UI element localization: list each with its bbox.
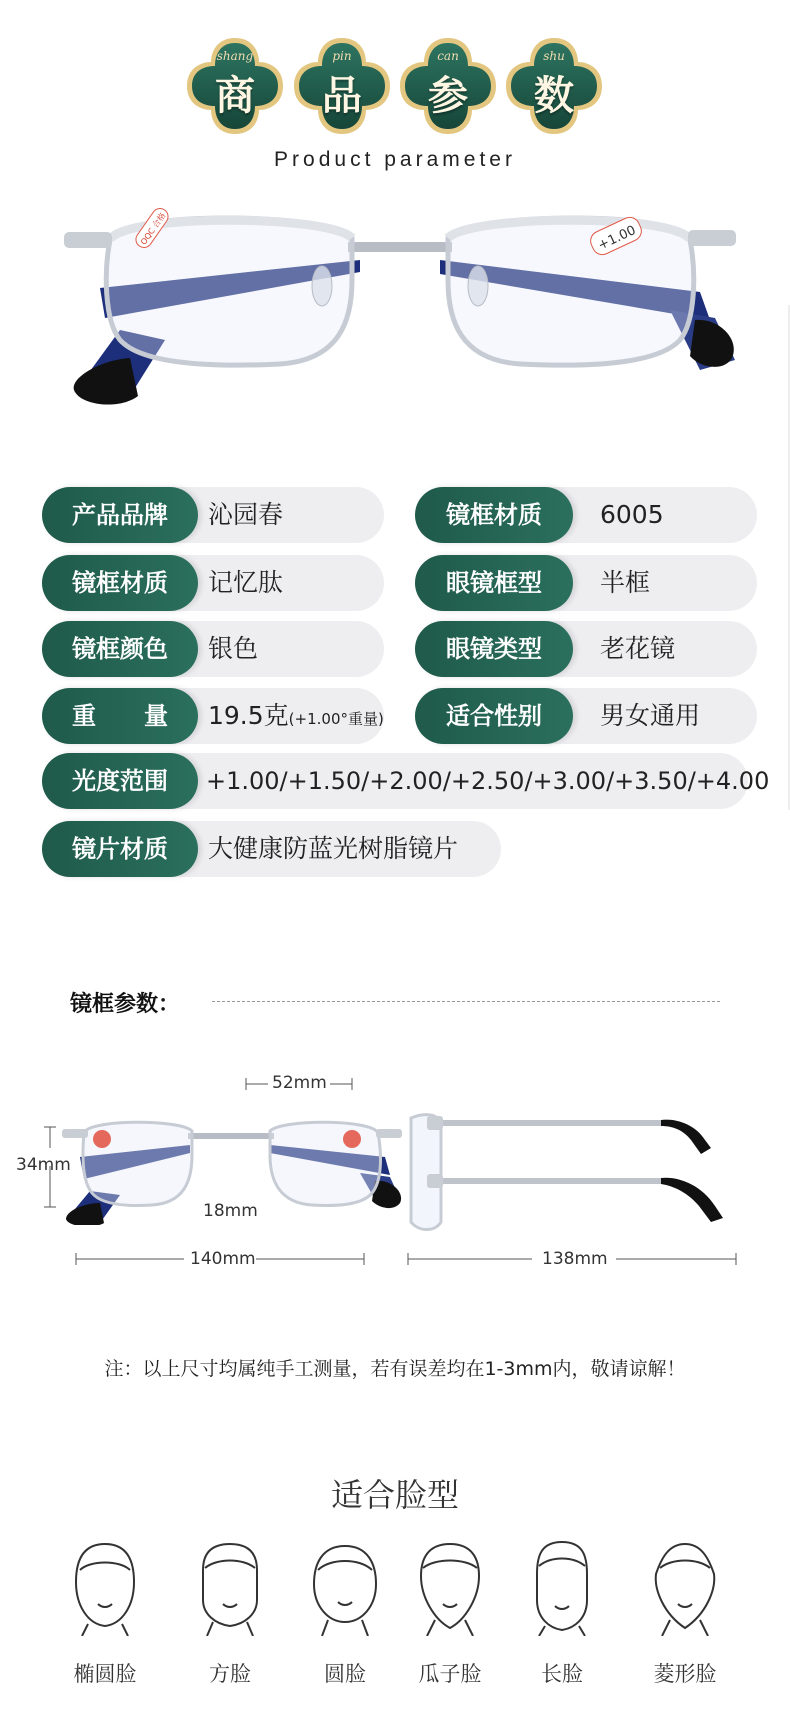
param-value-frame-type: 半框 [600,568,651,597]
face-pointed [395,1540,505,1688]
square-face-icon [195,1540,265,1636]
faces-title: 适合脸型 [330,1476,459,1514]
face-round [290,1540,400,1688]
long-face-icon [527,1540,597,1636]
face-square [175,1540,285,1688]
dim-temple-length: 138mm [542,1249,608,1269]
badge-pinyin: can [437,49,459,63]
param-label-frame-color: 镜框颜色 [42,621,198,677]
measurement-note: 注：以上尺寸均属纯手工测量，若有误差均在1-3mm内，敬请谅解！ [104,1358,686,1380]
badge-char: 数 [534,72,574,119]
param-label-frame-material: 镜框材质 [415,487,573,543]
param-value-frame-material-2: 记忆肽 [208,568,284,597]
badge-pinyin: pin [332,49,352,63]
param-value-glasses-type: 老花镜 [600,634,676,663]
param-label-frame-type: 眼镜框型 [415,555,573,611]
diamond-face-icon [650,1540,720,1636]
param-value-brand: 沁园春 [208,500,284,529]
face-label: 椭圆脸 [73,1662,137,1686]
glasses-product-image [60,200,740,420]
face-diamond [630,1540,740,1688]
param-value-lens-material: 大健康防蓝光树脂镜片 [208,834,459,863]
badge-char: 商 [215,72,255,119]
dim-bridge: 18mm [203,1201,258,1221]
dim-lens-height: 34mm [16,1155,71,1175]
face-label: 方脸 [209,1662,251,1686]
param-value-frame-color: 银色 [208,634,259,663]
param-label-frame-material-2: 镜框材质 [42,555,198,611]
dim-lens-width: 52mm [272,1073,327,1093]
page-subtitle: Product parameter [274,148,516,171]
face-label: 瓜子脸 [418,1662,482,1686]
param-value-weight [208,688,384,744]
param-label-weight: 重 量 [42,688,198,744]
frame-section-title: 镜框参数： [70,992,181,1017]
badge-can [396,34,500,138]
param-value-power-range: +1.00/+1.50/+2.00/+2.50/+3.00/+3.50/+4.00 [206,767,770,795]
weight-note: (+1.00°重量) [288,710,384,728]
param-value-gender: 男女通用 [600,701,701,730]
param-label-brand: 产品品牌 [42,487,198,543]
badge-pin [290,34,394,138]
badge-pinyin: shang [216,49,254,63]
pointed-face-icon [415,1540,485,1636]
dashed-divider [212,1001,720,1002]
badge-char: 参 [428,72,468,119]
badge-char: 品 [322,72,362,119]
hero-right-tag: +1.00 [595,223,639,254]
param-label-lens-material: 镜片材质 [42,821,198,877]
header-badges [0,34,790,144]
face-label: 菱形脸 [653,1662,717,1686]
param-label-gender: 适合性别 [415,688,573,744]
dimension-lines [0,1070,790,1270]
param-value-frame-material: 6005 [600,500,664,529]
face-label: 长脸 [541,1662,583,1686]
param-label-power-range: 光度范围 [42,753,198,809]
face-long [507,1540,617,1688]
weight-value: 19.5克 [208,701,289,730]
badge-shu [502,34,606,138]
face-oval [50,1540,160,1688]
oval-face-icon [70,1540,140,1636]
hero-left-tag: OQC 合格 [139,211,168,247]
face-label: 圆脸 [324,1662,366,1686]
dim-frame-width: 140mm [190,1249,256,1269]
round-face-icon [310,1540,380,1636]
badge-shang [183,34,287,138]
badge-pinyin: shu [543,49,565,63]
param-label-glasses-type: 眼镜类型 [415,621,573,677]
